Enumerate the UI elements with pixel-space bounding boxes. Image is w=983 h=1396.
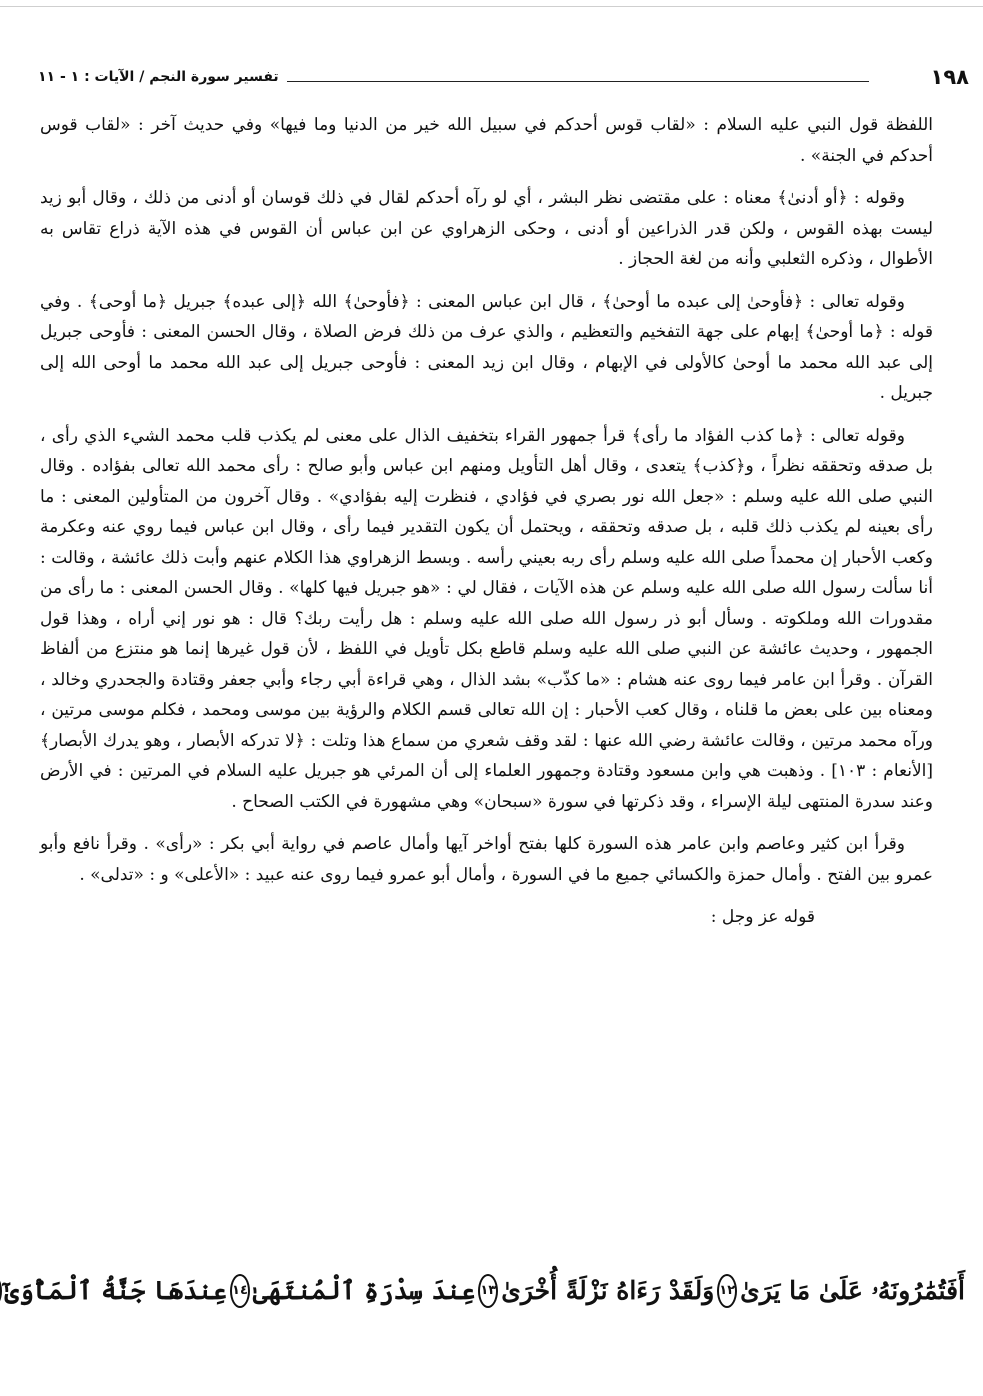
verse-text: وَلَقَدْ رَءَاهُ نَزْلَةً أُخْرَىٰ <box>501 1276 715 1305</box>
paragraph: وقرأ ابن كثير وعاصم وابن عامر هذه السورة كلها بفتح أواخر آيها وأمال عاصم في رواية أبي بكر : «رأى» . وقرأ نافع وأبو عمرو بين الفتح . وأمال حمزة والكسائي جميع ما في السورة ، وأمال أبو عمرو فيما روى عنه عبيد : «الأعلى» و : «تدلى» . <box>40 834 933 885</box>
verse-text: أَفَتُمَٰرُونَهُۥ عَلَىٰ مَا يَرَىٰ <box>740 1276 965 1305</box>
paragraph: وقوله تعالى : ﴿فأوحىٰ إلى عبده ما أوحىٰ﴾ ، قال ابن عباس المعنى : ﴿فأوحىٰ﴾ الله ﴿إلى عبده﴾ جبريل ﴿ما أوحى﴾ . وفي قوله : ﴿ما أوحىٰ﴾ إبهام على جهة التفخيم والتعظيم ، والذي عرف من ذلك فرض الصلاة ، وقال الحسن المعنى : فأوحى جبريل إلى عبد الله محمد ما أوحىٰ كالأولى في الإبهام ، وقال ابن زيد المعنى : فأوحى جبريل إلى عبد الله محمد ما أوحى الله إلى جبريل . <box>40 291 933 403</box>
running-header <box>38 58 969 89</box>
main-text <box>40 110 933 941</box>
verse-text: عِندَ سِدْرَةِ ٱلْمُنتَهَىٰ <box>252 1276 476 1305</box>
bottom-margin <box>0 1356 983 1396</box>
header-rule <box>287 81 869 82</box>
top-edge-line <box>0 6 983 7</box>
ayah-number-marker <box>0 1274 2 1308</box>
ayah-number-marker: ١٣ <box>478 1274 498 1308</box>
quran-verse-line <box>4 1264 965 1318</box>
page-number: ١٩٨ <box>930 65 969 89</box>
header-title: تفسير سورة النجم / الآيات : ١ - ١١ <box>38 69 279 85</box>
verse-text: عِندَهَا جَنَّةُ ٱلْمَأْوَىٰٓ <box>4 1276 228 1305</box>
verse-intro: قوله عز وجل : <box>710 907 815 927</box>
ayah-number-marker: ١٤ <box>230 1274 250 1308</box>
ayah-number-marker: ١٢ <box>717 1274 737 1308</box>
paragraph: وقوله تعالى : ﴿ما كذب الفؤاد ما رأى﴾ قرأ جمهور القراء بتخفيف الذال على معنى لم يكذب قلب محمد الشيء الذي رأى ، بل صدقه وتحققه نظراً ، و﴿كذب﴾ يتعدى ، وقال أهل التأويل ومنهم ابن عباس وأبو صالح : رأى محمد الله تعالى بفؤاده . وقال النبي صلى الله عليه وسلم : «جعل الله نور بصري في فؤادي ، فنظرت إليه بفؤادي» . وقال آخرون من المتأولين المعنى : ما رأى بعينه لم يكذب ذلك قلبه ، بل صدقه وتحققه ، ويحتمل أن يكون التقدير فيما رأى ، وقال ابن عباس فيما روي عنه وعكرمة وكعب الأحبار إن محمداً صلى الله عليه وسلم رأى ربه بعيني رأسه . وبسط الزهراوي هذا الكلام عنهم وأبت ذلك عائشة ، وقالت : أنا سألت رسول الله صلى الله عليه وسلم عن هذه الآيات ، فقال لي : «هو جبريل فيها كلها» . وقال الحسن المعنى : ما رأى من مقدورات الله وملكوته . وسأل أبو ذر رسول الله صلى الله عليه وسلم : هل رأيت ربك؟ قال : هو نور إني أراه ، وهذا قول الجمهور ، وحديث عائشة عن النبي صلى الله عليه وسلم قاطع بكل تأويل في اللفظ ، لأن قول غيرها إنما هو منتزع من ألفاظ القرآن . وقرأ ابن عامر فيما روى عنه هشام : «ما كذّب» بشد الذال ، وهي قراءة أبي رجاء وأبي جعفر وقتادة والجحدري وخالد ، ومعناه بين على بعض ما قلناه ، وقال كعب الأحبار : إن الله تعالى قسم الكلام والرؤية بين موسى ومحمد ، فكلم موسى مرتين ، ورآه محمد مرتين ، وقالت عائشة رضي الله عنها : لقد وقف شعري من سماع هذا وتلت : ﴿لا تدركه الأبصار ، وهو يدرك الأبصار﴾ [الأنعام : ١٠٣] . وذهبت هي وابن مسعود وقتادة وجمهور العلماء إلى أن المرئي هو جبريل عليه السلام في المرتين : في الأرض وعند سدرة المنتهى ليلة الإسراء ، وقد ذكرتها في سورة «سبحان» وهي مشهورة في الكتب الصحاح . <box>40 425 933 812</box>
paragraph: وقوله : ﴿أو أدنىٰ﴾ معناه : على مقتضى نظر البشر ، أي لو رآه أحدكم لقال في ذلك قوسان أو أدنى من ذلك ، وقال أبو زيد ليست بهذه القوس ، ولكن قدر الذراعين أو أدنى ، وحكى الزهراوي عن ابن عباس أن القوس في هذه الآية ذراع تقاس به الأطوال ، وذكره الثعلبي وأنه من لغة الحجاز . <box>40 188 933 269</box>
paragraph: اللفظة قول النبي عليه السلام : «لقاب قوس أحدكم في سبيل الله خير من الدنيا وما فيها» وفي حديث آخر : «لقاب قوس أحدكم في الجنة» . <box>40 115 933 166</box>
